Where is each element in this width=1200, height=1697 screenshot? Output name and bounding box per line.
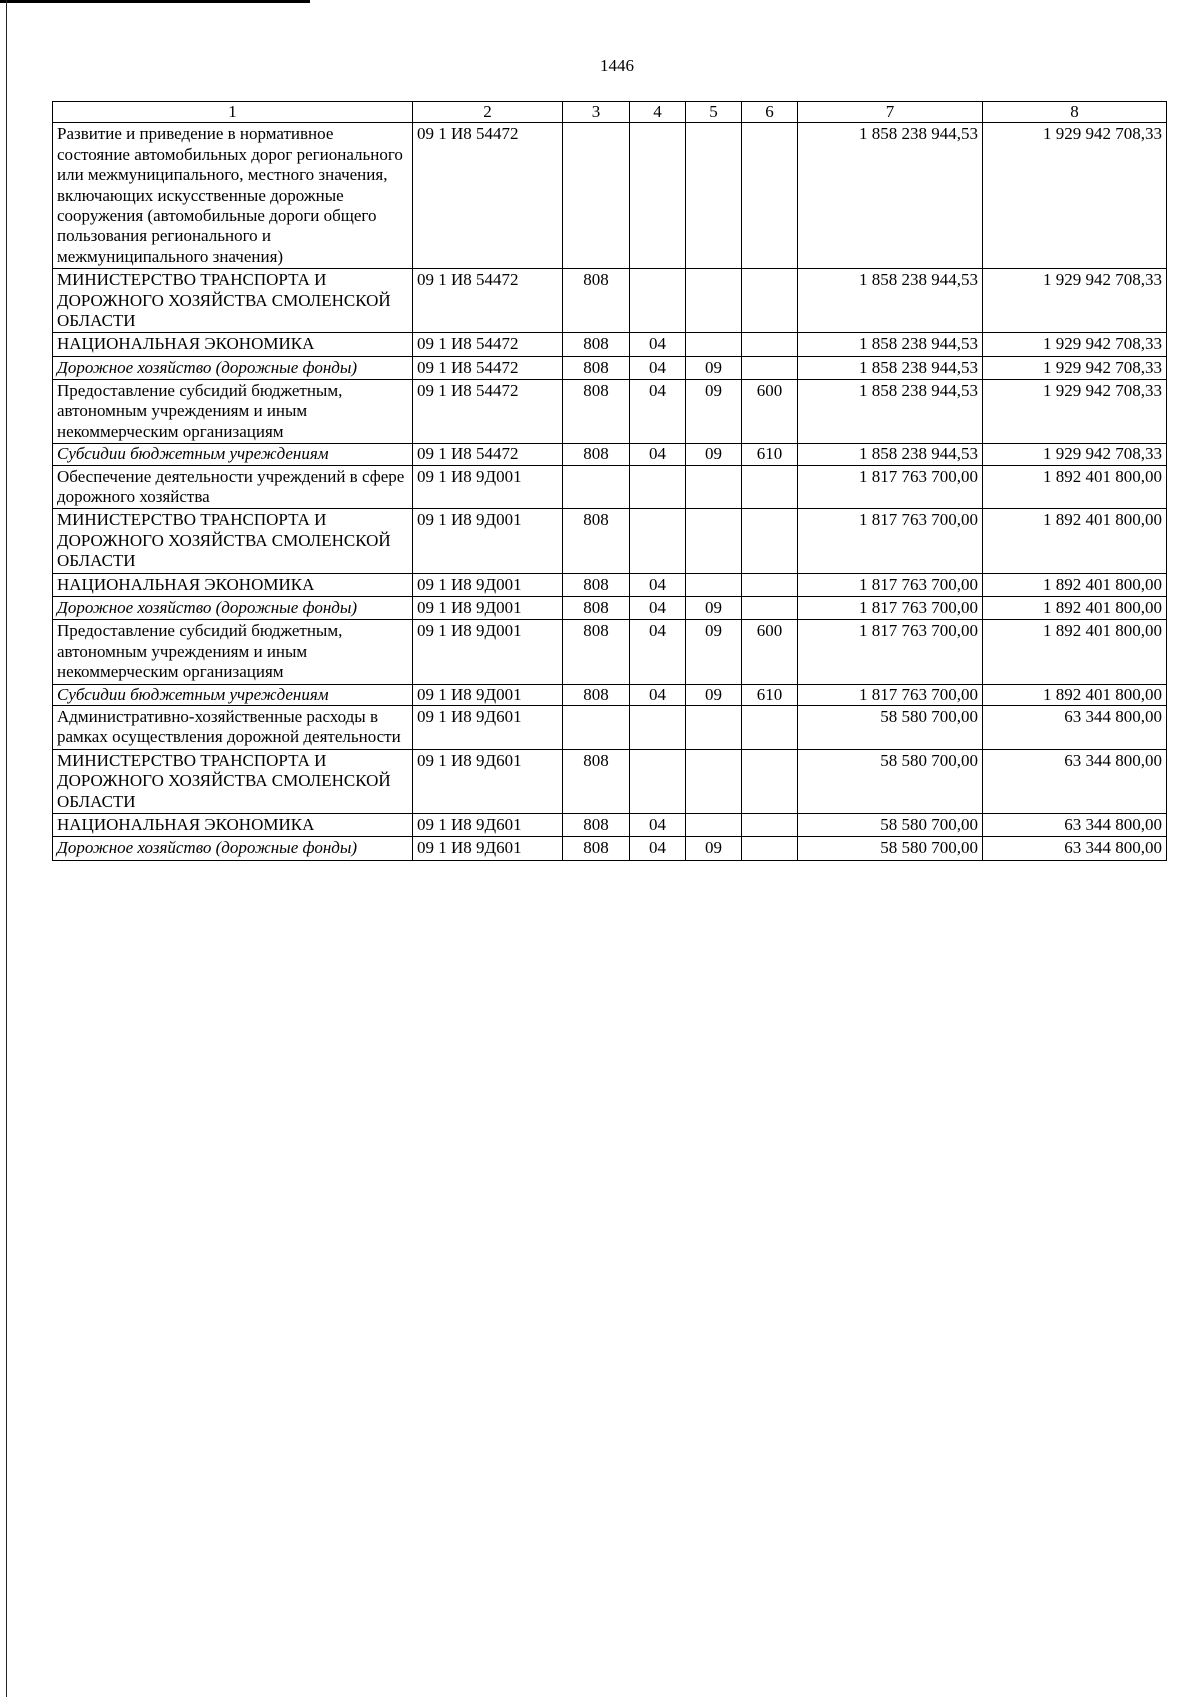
column-header: 5 bbox=[686, 102, 742, 123]
section-code: 04 bbox=[630, 596, 686, 619]
target-article-code: 09 1 И8 9Д001 bbox=[413, 509, 563, 573]
column-header: 8 bbox=[983, 102, 1167, 123]
amount-first-year: 58 580 700,00 bbox=[798, 705, 983, 749]
row-name: НАЦИОНАЛЬНАЯ ЭКОНОМИКА bbox=[53, 333, 413, 356]
subsection-code bbox=[686, 509, 742, 573]
section-code bbox=[630, 509, 686, 573]
target-article-code: 09 1 И8 9Д001 bbox=[413, 573, 563, 596]
expense-type-code bbox=[742, 123, 798, 269]
table-row bbox=[53, 465, 1167, 509]
row-name: Субсидии бюджетным учреждениям bbox=[53, 684, 413, 705]
ministry-code: 808 bbox=[563, 380, 630, 444]
amount-first-year: 1 817 763 700,00 bbox=[798, 596, 983, 619]
ministry-code: 808 bbox=[563, 684, 630, 705]
table-row bbox=[53, 620, 1167, 684]
subsection-code bbox=[686, 705, 742, 749]
table-row bbox=[53, 596, 1167, 619]
expense-type-code bbox=[742, 813, 798, 836]
table-row bbox=[53, 837, 1167, 860]
amount-second-year: 1 892 401 800,00 bbox=[983, 620, 1167, 684]
subsection-code: 09 bbox=[686, 444, 742, 465]
target-article-code: 09 1 И8 54472 bbox=[413, 356, 563, 379]
amount-second-year: 1 892 401 800,00 bbox=[983, 596, 1167, 619]
table-row bbox=[53, 333, 1167, 356]
amount-first-year: 1 817 763 700,00 bbox=[798, 509, 983, 573]
target-article-code: 09 1 И8 54472 bbox=[413, 269, 563, 333]
section-code bbox=[630, 705, 686, 749]
table-row bbox=[53, 444, 1167, 465]
subsection-code: 09 bbox=[686, 684, 742, 705]
amount-first-year: 1 858 238 944,53 bbox=[798, 333, 983, 356]
subsection-code bbox=[686, 813, 742, 836]
row-name: МИНИСТЕРСТВО ТРАНСПОРТА И ДОРОЖНОГО ХОЗЯЙСТВА СМОЛЕНСКОЙ ОБЛАСТИ bbox=[53, 509, 413, 573]
amount-first-year: 1 858 238 944,53 bbox=[798, 356, 983, 379]
expense-type-code bbox=[742, 705, 798, 749]
expense-type-code bbox=[742, 269, 798, 333]
row-name: Предоставление субсидий бюджетным, автономным учреждениям и иным некоммерческим организациям bbox=[53, 380, 413, 444]
target-article-code: 09 1 И8 9Д001 bbox=[413, 465, 563, 509]
target-article-code: 09 1 И8 54472 bbox=[413, 444, 563, 465]
amount-first-year: 58 580 700,00 bbox=[798, 749, 983, 813]
subsection-code bbox=[686, 573, 742, 596]
row-name: Субсидии бюджетным учреждениям bbox=[53, 444, 413, 465]
section-code bbox=[630, 123, 686, 269]
target-article-code: 09 1 И8 9Д601 bbox=[413, 705, 563, 749]
subsection-code bbox=[686, 749, 742, 813]
row-name: Дорожное хозяйство (дорожные фонды) bbox=[53, 837, 413, 860]
amount-first-year: 1 817 763 700,00 bbox=[798, 465, 983, 509]
expense-type-code bbox=[742, 356, 798, 379]
subsection-code: 09 bbox=[686, 596, 742, 619]
amount-second-year: 63 344 800,00 bbox=[983, 837, 1167, 860]
amount-second-year: 1 892 401 800,00 bbox=[983, 509, 1167, 573]
table-row bbox=[53, 749, 1167, 813]
ministry-code: 808 bbox=[563, 749, 630, 813]
ministry-code bbox=[563, 123, 630, 269]
ministry-code: 808 bbox=[563, 596, 630, 619]
table-row bbox=[53, 269, 1167, 333]
table-row bbox=[53, 705, 1167, 749]
section-code bbox=[630, 269, 686, 333]
expense-type-code: 600 bbox=[742, 620, 798, 684]
amount-first-year: 1 858 238 944,53 bbox=[798, 123, 983, 269]
ministry-code: 808 bbox=[563, 444, 630, 465]
top-rule bbox=[0, 0, 310, 3]
amount-second-year: 1 892 401 800,00 bbox=[983, 684, 1167, 705]
table-body bbox=[53, 123, 1167, 860]
amount-second-year: 1 929 942 708,33 bbox=[983, 269, 1167, 333]
row-name: Обеспечение деятельности учреждений в сфере дорожного хозяйства bbox=[53, 465, 413, 509]
section-code bbox=[630, 465, 686, 509]
target-article-code: 09 1 И8 9Д001 bbox=[413, 620, 563, 684]
amount-second-year: 1 892 401 800,00 bbox=[983, 573, 1167, 596]
ministry-code bbox=[563, 705, 630, 749]
subsection-code bbox=[686, 269, 742, 333]
amount-first-year: 1 858 238 944,53 bbox=[798, 269, 983, 333]
amount-second-year: 1 929 942 708,33 bbox=[983, 333, 1167, 356]
table-row bbox=[53, 380, 1167, 444]
section-code: 04 bbox=[630, 356, 686, 379]
subsection-code bbox=[686, 465, 742, 509]
amount-first-year: 1 858 238 944,53 bbox=[798, 380, 983, 444]
amount-second-year: 1 929 942 708,33 bbox=[983, 123, 1167, 269]
subsection-code: 09 bbox=[686, 837, 742, 860]
amount-second-year: 63 344 800,00 bbox=[983, 705, 1167, 749]
amount-first-year: 58 580 700,00 bbox=[798, 837, 983, 860]
target-article-code: 09 1 И8 9Д001 bbox=[413, 596, 563, 619]
section-code: 04 bbox=[630, 813, 686, 836]
table-row bbox=[53, 684, 1167, 705]
row-name: НАЦИОНАЛЬНАЯ ЭКОНОМИКА bbox=[53, 573, 413, 596]
amount-second-year: 1 929 942 708,33 bbox=[983, 356, 1167, 379]
column-number-row bbox=[53, 102, 1167, 123]
amount-first-year: 1 817 763 700,00 bbox=[798, 573, 983, 596]
row-name: Развитие и приведение в нормативное состояние автомобильных дорог регионального или межмуниципального, местного значения, включающих искусственные дорожные сооружения (автомобильные дороги общего пользования регионального и межмуниципального значения) bbox=[53, 123, 413, 269]
expense-type-code: 600 bbox=[742, 380, 798, 444]
expense-type-code bbox=[742, 837, 798, 860]
amount-second-year: 63 344 800,00 bbox=[983, 749, 1167, 813]
table-row bbox=[53, 813, 1167, 836]
expense-type-code: 610 bbox=[742, 444, 798, 465]
ministry-code: 808 bbox=[563, 620, 630, 684]
amount-first-year: 1 817 763 700,00 bbox=[798, 684, 983, 705]
target-article-code: 09 1 И8 9Д601 bbox=[413, 749, 563, 813]
target-article-code: 09 1 И8 9Д001 bbox=[413, 684, 563, 705]
section-code: 04 bbox=[630, 333, 686, 356]
amount-first-year: 58 580 700,00 bbox=[798, 813, 983, 836]
column-header: 2 bbox=[413, 102, 563, 123]
target-article-code: 09 1 И8 54472 bbox=[413, 380, 563, 444]
column-header: 3 bbox=[563, 102, 630, 123]
target-article-code: 09 1 И8 54472 bbox=[413, 123, 563, 269]
column-header: 1 bbox=[53, 102, 413, 123]
expense-type-code bbox=[742, 573, 798, 596]
row-name: Дорожное хозяйство (дорожные фонды) bbox=[53, 596, 413, 619]
expense-type-code: 610 bbox=[742, 684, 798, 705]
expense-type-code bbox=[742, 596, 798, 619]
ministry-code: 808 bbox=[563, 573, 630, 596]
table-row bbox=[53, 123, 1167, 269]
amount-second-year: 1 929 942 708,33 bbox=[983, 380, 1167, 444]
table-row bbox=[53, 509, 1167, 573]
column-header: 6 bbox=[742, 102, 798, 123]
ministry-code: 808 bbox=[563, 837, 630, 860]
column-header: 7 bbox=[798, 102, 983, 123]
subsection-code: 09 bbox=[686, 356, 742, 379]
target-article-code: 09 1 И8 9Д601 bbox=[413, 813, 563, 836]
amount-second-year: 1 892 401 800,00 bbox=[983, 465, 1167, 509]
section-code: 04 bbox=[630, 620, 686, 684]
ministry-code bbox=[563, 465, 630, 509]
section-code: 04 bbox=[630, 573, 686, 596]
row-name: НАЦИОНАЛЬНАЯ ЭКОНОМИКА bbox=[53, 813, 413, 836]
amount-second-year: 1 929 942 708,33 bbox=[983, 444, 1167, 465]
section-code: 04 bbox=[630, 444, 686, 465]
table-row bbox=[53, 573, 1167, 596]
subsection-code bbox=[686, 123, 742, 269]
ministry-code: 808 bbox=[563, 509, 630, 573]
budget-table bbox=[52, 101, 1167, 861]
subsection-code: 09 bbox=[686, 380, 742, 444]
row-name: МИНИСТЕРСТВО ТРАНСПОРТА И ДОРОЖНОГО ХОЗЯЙСТВА СМОЛЕНСКОЙ ОБЛАСТИ bbox=[53, 749, 413, 813]
row-name: МИНИСТЕРСТВО ТРАНСПОРТА И ДОРОЖНОГО ХОЗЯЙСТВА СМОЛЕНСКОЙ ОБЛАСТИ bbox=[53, 269, 413, 333]
subsection-code: 09 bbox=[686, 620, 742, 684]
ministry-code: 808 bbox=[563, 269, 630, 333]
page-number: 1446 bbox=[600, 56, 634, 75]
amount-first-year: 1 858 238 944,53 bbox=[798, 444, 983, 465]
section-code: 04 bbox=[630, 684, 686, 705]
row-name: Дорожное хозяйство (дорожные фонды) bbox=[53, 356, 413, 379]
expense-type-code bbox=[742, 465, 798, 509]
amount-first-year: 1 817 763 700,00 bbox=[798, 620, 983, 684]
row-name: Административно-хозяйственные расходы в рамках осуществления дорожной деятельности bbox=[53, 705, 413, 749]
ministry-code: 808 bbox=[563, 333, 630, 356]
table-row bbox=[53, 356, 1167, 379]
expense-type-code bbox=[742, 749, 798, 813]
row-name: Предоставление субсидий бюджетным, автономным учреждениям и иным некоммерческим организациям bbox=[53, 620, 413, 684]
ministry-code: 808 bbox=[563, 813, 630, 836]
expense-type-code bbox=[742, 333, 798, 356]
target-article-code: 09 1 И8 9Д601 bbox=[413, 837, 563, 860]
amount-second-year: 63 344 800,00 bbox=[983, 813, 1167, 836]
subsection-code bbox=[686, 333, 742, 356]
expense-type-code bbox=[742, 509, 798, 573]
section-code: 04 bbox=[630, 380, 686, 444]
section-code: 04 bbox=[630, 837, 686, 860]
column-header: 4 bbox=[630, 102, 686, 123]
ministry-code: 808 bbox=[563, 356, 630, 379]
left-margin-line bbox=[6, 0, 7, 1697]
target-article-code: 09 1 И8 54472 bbox=[413, 333, 563, 356]
section-code bbox=[630, 749, 686, 813]
